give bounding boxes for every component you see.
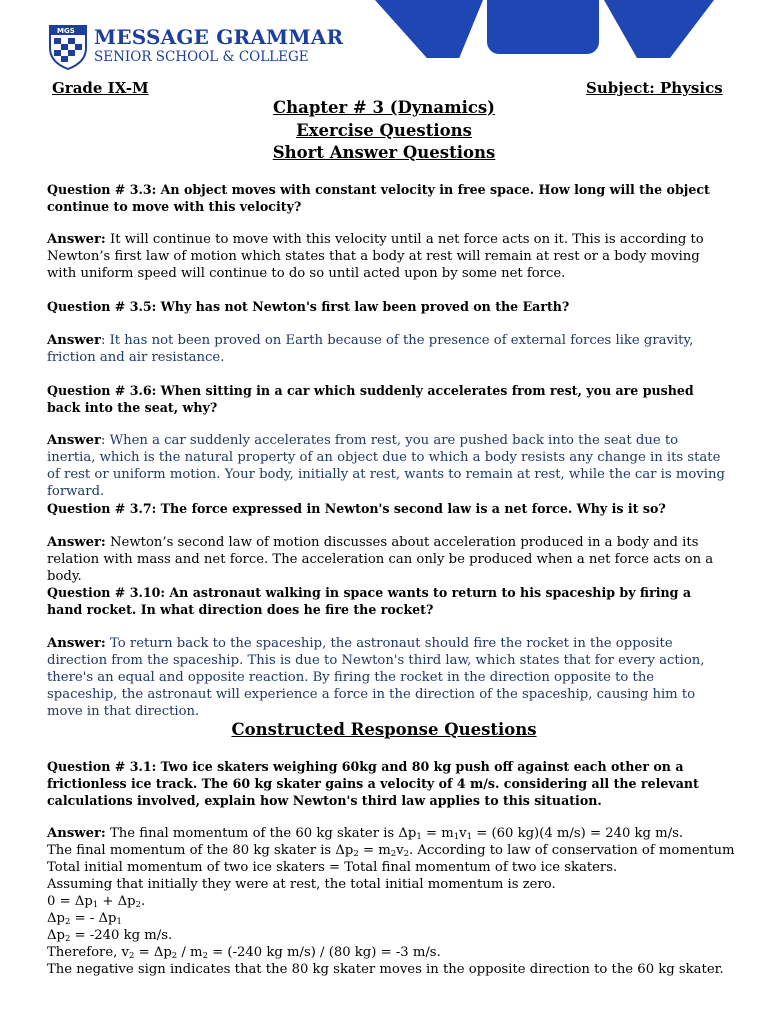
text: = m: [358, 843, 391, 858]
answer-label: Answer:: [47, 232, 106, 247]
answer-3-10: [47, 635, 727, 720]
answer-label: Answer: [47, 433, 101, 448]
question-3-5: Question # 3.5: Why has not Newton's first law been proved on the Earth?: [47, 299, 570, 314]
answer-text: : When a car suddenly accelerates from rest, you are pushed back into the seat due to inertia, which is the natural property of an object due to which a body resists any change in its state of rest or uniform motion. Your body, initially at rest, wants to remain at rest, while the car is moving forward.: [47, 433, 725, 499]
text: Δp: [47, 928, 65, 943]
text: The final momentum of the 80 kg skater is Δp: [47, 843, 354, 858]
subscript: 2: [353, 849, 359, 859]
exercise-title: Exercise Questions: [296, 121, 472, 140]
header-decoration-center: [487, 0, 599, 54]
text: + Δp: [98, 894, 136, 909]
question-3-7: Question # 3.7: The force expressed in Newton's second law is a net force. Why is it so?: [47, 501, 666, 516]
subscript: 2: [171, 951, 178, 961]
subscript: 2: [390, 849, 397, 859]
header-decoration-left: [375, 0, 483, 58]
question-3-3: Question # 3.3: An object moves with constant velocity in free space. How long will the object continue to move with this velocity?: [47, 182, 710, 214]
text: / m: [177, 945, 203, 960]
grade-label: Grade IX-M: [52, 79, 149, 97]
subscript: 2: [135, 900, 142, 910]
subscript: 1: [453, 832, 460, 842]
text: = (60 kg)(4 m/s) = 240 kg m/s.: [472, 826, 684, 841]
text: = (-240 kg m/s) / (80 kg) = -3 m/s.: [207, 945, 441, 960]
crq-answer-line-4: Assuming that initially they were at rest, the total initial momentum is zero.: [47, 877, 556, 892]
text: Therefore, v: [47, 945, 129, 960]
text: = -240 kg m/s.: [70, 928, 173, 943]
chapter-title: Chapter # 3 (Dynamics): [273, 98, 495, 117]
subscript: 1: [116, 917, 122, 927]
crq-answer-line-3: Total initial momentum of two ice skaters = Total final momentum of two ice skaters.: [47, 860, 618, 875]
answer-3-7: [47, 534, 727, 585]
answer-text: It will continue to move with this velocity until a net force acts on it. This is according to Newton’s first law of motion which states that a body at rest will remain at rest or a body moving with uniform speed will continue to do so until acted upon by some net force.: [47, 232, 704, 281]
school-subtitle: SENIOR SCHOOL & COLLEGE: [94, 49, 309, 65]
short-answer-title: Short Answer Questions: [272, 143, 496, 162]
subject-label: Subject: Physics: [586, 79, 723, 97]
answer-text: : It has not been proved on Earth because of the presence of external forces like gravity, friction and air resistance.: [47, 333, 694, 365]
text: Δp: [47, 911, 65, 926]
subscript: 2: [64, 917, 71, 927]
answer-label: Answer:: [47, 636, 106, 651]
text: = m: [421, 826, 454, 841]
subscript: 1: [416, 832, 422, 842]
question-3-6: Question # 3.6: When sitting in a car which suddenly accelerates from rest, you are pushed back into the seat, why?: [47, 383, 694, 415]
text: = - Δp: [70, 911, 117, 926]
text: . According to law of conservation of momentum: [409, 843, 735, 858]
answer-3-6: [47, 432, 727, 500]
question-crq-3-1: Question # 3.1: Two ice skaters weighing 60kg and 80 kg push off against each other on a frictionless ice track. The 60 kg skater gains a velocity of 4 m/s. considering all the relevant calculations involved, explain how Newton's third law applies to this situation.: [47, 759, 699, 808]
school-logo: [48, 22, 348, 72]
school-name: MESSAGE GRAMMAR: [94, 25, 344, 49]
text: v: [459, 826, 467, 841]
text: The final momentum of the 60 kg skater is Δp: [110, 826, 417, 841]
logo-badge-text: MGS: [57, 27, 75, 35]
text: v: [396, 843, 404, 858]
subscript: 2: [202, 951, 208, 961]
subscript: 1: [466, 832, 473, 842]
answer-3-3: [47, 231, 727, 282]
subscript: 2: [128, 951, 135, 961]
answer-text: To return back to the spaceship, the astronaut should fire the rocket in the opposite direction from the spaceship. This is due to Newton's third law, which states that for every action, there's an equal and opposite reaction. By firing the rocket in the direction opposite to the spaceship, the astronaut will experience a force in the direction of the spaceship, causing him to move in that direction.: [47, 636, 705, 719]
subscript: 1: [92, 900, 99, 910]
answer-3-5: [47, 332, 727, 366]
answer-text: Newton’s second law of motion discusses about acceleration produced in a body and its relation with mass and net force. The acceleration can only be produced when a net force acts on a body.: [47, 535, 714, 584]
header-decoration-right: [604, 0, 714, 58]
text: = Δp: [134, 945, 172, 960]
answer-label: Answer:: [47, 826, 106, 841]
subscript: 2: [403, 849, 410, 859]
text: 0 = Δp: [47, 894, 93, 909]
crq-answer-line-9: The negative sign indicates that the 80 kg skater moves in the opposite direction to the 60 kg skater.: [47, 962, 724, 977]
question-3-10: Question # 3.10: An astronaut walking in space wants to return to his spaceship by firing a hand rocket. In what direction does he fire the rocket?: [47, 585, 692, 617]
constructed-response-title: Constructed Response Questions: [231, 720, 537, 739]
subscript: 2: [64, 934, 71, 944]
answer-label: Answer:: [47, 535, 106, 550]
text: .: [141, 894, 146, 909]
answer-label: Answer: [47, 333, 101, 348]
